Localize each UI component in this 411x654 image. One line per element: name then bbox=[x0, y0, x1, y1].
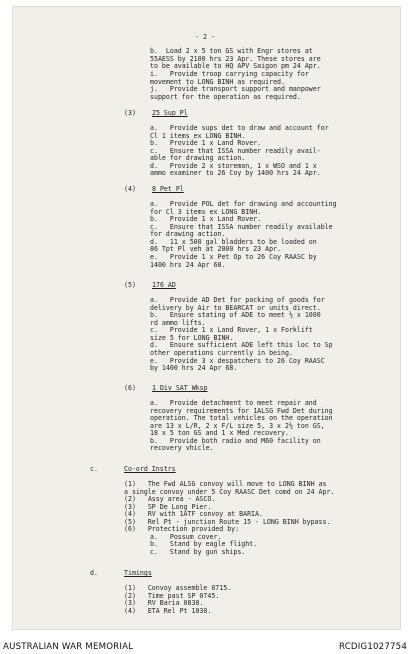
text-line: b. Provide 1 x Land Rover. bbox=[150, 215, 262, 223]
text-line: (2) Assy area - ASCO. bbox=[124, 495, 216, 503]
text-line: d. 11 x 500 gal bladders to be loaded on bbox=[150, 238, 317, 246]
text-line: for Cl 3 items ex LONG BINH. bbox=[150, 208, 262, 216]
text-line: d. Provide 2 x storeman, 1 x WSO and 1 x bbox=[150, 162, 317, 170]
text-line: b. Provide both radio and M60 facility on bbox=[150, 437, 321, 445]
text-line: e. Provide 1 x Pet Op to 26 Coy RAASC by bbox=[150, 253, 317, 261]
text-line: by 1400 hrs 24 Apr 68. bbox=[150, 364, 238, 372]
text-line: d. Ensure sufficient ADE left this loc to Sp bbox=[150, 341, 333, 349]
text-line: (6) Protection provided by: bbox=[124, 525, 240, 533]
text-line: b. Ensure stating of ADE to meet ½ x 1000 bbox=[150, 311, 321, 319]
text-line: a. Provide POL det for drawing and accounting bbox=[150, 200, 337, 208]
archive-name: AUSTRALIAN WAR MEMORIAL bbox=[3, 642, 134, 652]
text-line: 1400 hrs 24 Apr 68. bbox=[150, 261, 226, 269]
text-line: c. Stand by gun ships. bbox=[150, 548, 246, 556]
text-line: recovery requirements for 1ALSG Fwd Det during bbox=[150, 407, 333, 415]
text-line: ammo examiner to 26 Coy by 1400 hrs 24 Apr. bbox=[150, 169, 321, 177]
text-line: (4) ETA Rel Pt 1030. bbox=[124, 607, 212, 615]
text-line: j. Provide transport support and manpower bbox=[150, 85, 321, 93]
text-line: able for drawing action. bbox=[150, 154, 246, 162]
text-line: (4) RV with 1ATF convoy at BARIA. bbox=[124, 510, 263, 518]
text-line: e. Provide 3 x despatchers to 26 Coy RAASC bbox=[150, 357, 325, 365]
section-heading: 25 Sup Pl bbox=[152, 109, 188, 117]
section-heading: Co-ord Instrs bbox=[124, 465, 176, 473]
text-line: (1) The Fwd ALSG convoy will move to LONG BINH as bbox=[124, 480, 327, 488]
text-line: (1) Convoy assemble 0715. bbox=[124, 584, 232, 592]
archive-footer bbox=[0, 638, 411, 654]
section-heading: 176 AD bbox=[152, 281, 176, 289]
text-line: other operations currently in being. bbox=[150, 349, 293, 357]
section-heading: 8 Pet Pl bbox=[152, 185, 184, 193]
text-line: a. Provide sups det to draw and account for bbox=[150, 124, 329, 132]
text-line: recovery vhicle. bbox=[150, 444, 214, 452]
text-line: support for the operation as required. bbox=[150, 93, 301, 101]
text-line: to be available to HQ APV Saigon pm 24 Apr. bbox=[150, 62, 321, 70]
text-line: c. Ensure that ISSA number readily available bbox=[150, 223, 333, 231]
text-line: a. Possum cover. bbox=[150, 533, 222, 541]
text-line: rd ammo lifts. bbox=[150, 319, 206, 327]
text-line: Cl 1 items ex LONG BINH. bbox=[150, 132, 246, 140]
text-line: i. Provide troop carrying capacity for bbox=[150, 70, 309, 78]
text-line: (5) Rel Pt - junction Route 15 - LONG BINH bypass. bbox=[124, 518, 331, 526]
text-line: for drawing action. bbox=[150, 230, 226, 238]
text-line: c. Ensure that ISSA number readily avail- bbox=[150, 147, 321, 155]
text-line: a. Provide detachment to meet repair and bbox=[150, 399, 317, 407]
page-number: - 2 - bbox=[195, 33, 215, 41]
text-line: d. bbox=[90, 569, 98, 577]
section-heading: 1 Div SAT Wksp bbox=[152, 384, 208, 392]
text-line: (3) SP De Long Pier. bbox=[124, 503, 212, 511]
text-line: (3) RV Baria 0830. bbox=[124, 599, 204, 607]
text-line: c. bbox=[90, 465, 98, 473]
text-line: are 13 x L/R, 2 x F/L size 5, 3 x 2½ ton GS, bbox=[150, 422, 325, 430]
text-line: c. Provide 1 x Land Rover, 1 x Forklift bbox=[150, 326, 313, 334]
text-line: (5) bbox=[124, 281, 136, 289]
text-line: 86 Tpt Pl veh at 2000 hrs 23 Apr. bbox=[150, 245, 282, 253]
text-line: (2) Time past SP 0745. bbox=[124, 592, 220, 600]
text-line: (3) bbox=[124, 109, 136, 117]
archive-reference: RCDIG1027754 bbox=[338, 642, 407, 652]
text-line: b. Stand by eagle flight. bbox=[150, 540, 258, 548]
text-line: 55AESS by 2100 hrs 23 Apr. These stores are bbox=[150, 55, 321, 63]
text-line: delivery by Air to BEARCAT or units direct. bbox=[150, 304, 321, 312]
text-line: 18 x 5 ton GS and 1 x Med recovery. bbox=[150, 429, 289, 437]
section-heading: Timings bbox=[124, 569, 152, 577]
text-line: (6) bbox=[124, 384, 136, 392]
text-line: size 5 for LONG BINH. bbox=[150, 334, 234, 342]
text-line: operation. The total vehicles on the operation bbox=[150, 414, 333, 422]
text-line: b. Load 2 x 5 ton GS with Engr stores at bbox=[150, 47, 313, 55]
text-line: a single convoy under 5 Coy RAASC Det comd on 24 Apr. bbox=[124, 488, 335, 496]
text-line: a. Provide AD Det for packing of goods for bbox=[150, 296, 325, 304]
text-line: b. Provide 1 x Land Rover. bbox=[150, 139, 262, 147]
text-line: (4) bbox=[124, 185, 136, 193]
text-line: movement to LONG BINH as required. bbox=[150, 78, 285, 86]
